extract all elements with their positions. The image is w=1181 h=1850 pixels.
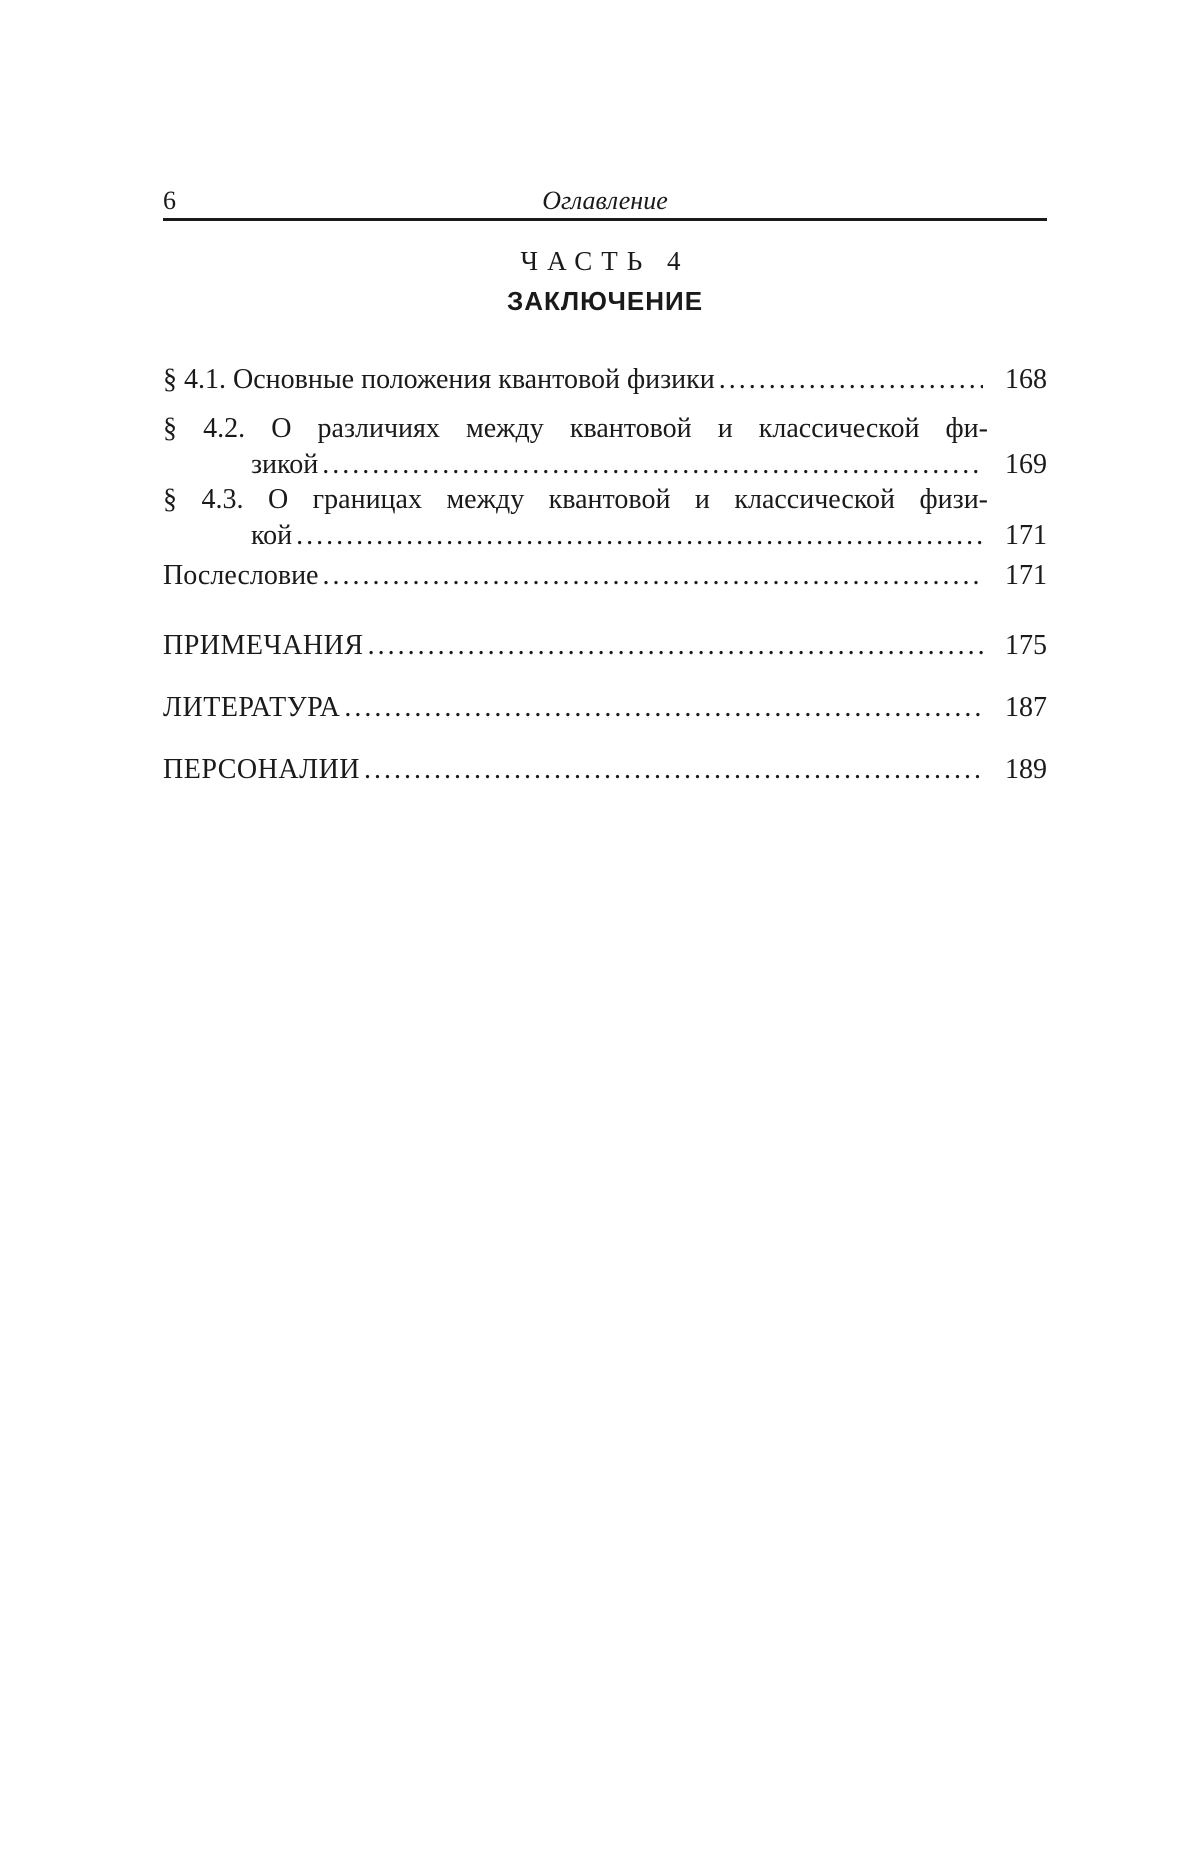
running-head-title: Оглавление bbox=[542, 186, 668, 215]
toc-entry-title-line1: § 4.2. О различиях между квантовой и классической фи- bbox=[163, 413, 988, 444]
toc-entry-title-line2: кой bbox=[251, 520, 293, 551]
toc-entry-title-line2: зикой bbox=[251, 449, 319, 480]
page-number: 6 bbox=[163, 186, 176, 215]
toc-entry-title-line1: § 4.3. О границах между квантовой и классической физи- bbox=[163, 484, 988, 515]
toc-entry-page: 171 bbox=[1005, 560, 1047, 591]
toc-entry-4-3 bbox=[163, 482, 1047, 554]
toc-entry-page: 171 bbox=[1005, 520, 1047, 551]
dot-leader bbox=[719, 362, 983, 398]
dot-leader bbox=[364, 752, 983, 788]
part-title: ЗАКЛЮЧЕНИЕ bbox=[506, 286, 704, 316]
toc-entry-page: 168 bbox=[1005, 364, 1047, 395]
toc-entry-literature bbox=[163, 690, 1047, 726]
part-label: ЧАСТЬ 4 bbox=[520, 246, 690, 276]
toc-entry-title: ПЕРСОНАЛИИ bbox=[163, 754, 361, 785]
dot-leader bbox=[322, 558, 983, 594]
toc-entry-4-2 bbox=[163, 411, 1047, 483]
toc-entry-afterword bbox=[163, 558, 1047, 594]
toc-entry-page: 187 bbox=[1005, 692, 1047, 723]
toc-entry-title: Послесловие bbox=[163, 560, 319, 591]
dot-leader bbox=[322, 447, 983, 483]
dot-leader bbox=[344, 690, 983, 726]
toc-entry-page: 175 bbox=[1005, 630, 1047, 661]
dot-leader bbox=[296, 518, 983, 554]
toc-entry-notes bbox=[163, 628, 1047, 664]
toc-entry-title: § 4.1. Основные положения квантовой физики bbox=[163, 364, 715, 395]
dot-leader bbox=[368, 628, 983, 664]
toc-entry-page: 189 bbox=[1005, 754, 1047, 785]
toc-entry-page: 169 bbox=[1005, 449, 1047, 480]
toc-entry-persons bbox=[163, 752, 1047, 788]
toc-entry-title: ЛИТЕРАТУРА bbox=[163, 692, 341, 723]
running-head bbox=[163, 184, 1047, 221]
toc-entry-4-1 bbox=[163, 362, 1047, 398]
toc-entry-title: ПРИМЕЧАНИЯ bbox=[163, 630, 364, 661]
